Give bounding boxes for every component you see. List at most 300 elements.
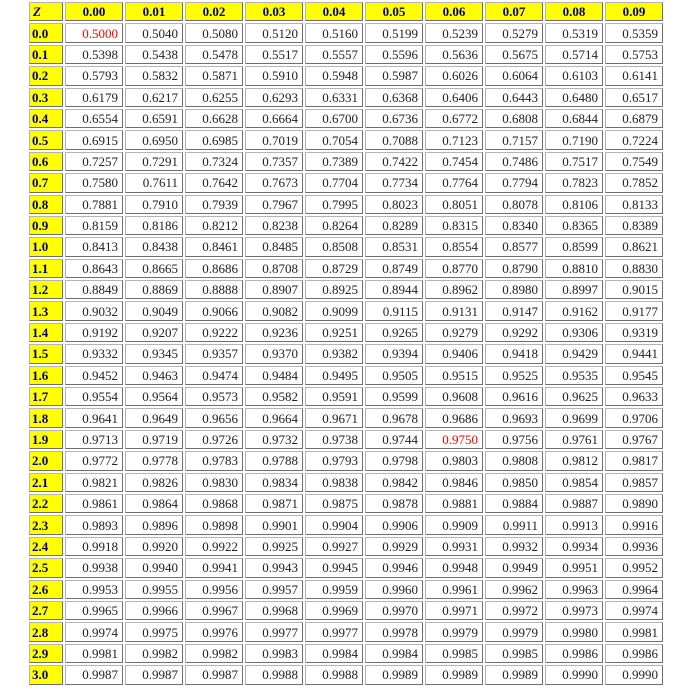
column-header: 0.00 xyxy=(65,2,123,21)
probability-cell: 0.8461 xyxy=(185,237,243,256)
probability-cell: 0.9484 xyxy=(245,366,303,385)
probability-cell: 0.9909 xyxy=(425,515,483,534)
probability-cell: 0.9980 xyxy=(545,622,603,641)
probability-cell: 0.9916 xyxy=(605,515,663,534)
probability-cell: 0.5636 xyxy=(425,45,483,64)
column-header: 0.09 xyxy=(605,2,663,21)
probability-cell: 0.9989 xyxy=(485,665,543,684)
probability-cell: 0.9099 xyxy=(305,301,363,320)
z-corner-header: Z xyxy=(29,2,63,21)
probability-cell: 0.9932 xyxy=(485,537,543,556)
probability-cell: 0.9345 xyxy=(125,344,183,363)
probability-cell: 0.9452 xyxy=(65,366,123,385)
column-header: 0.08 xyxy=(545,2,603,21)
column-header: 0.02 xyxy=(185,2,243,21)
probability-cell: 0.9738 xyxy=(305,430,363,449)
probability-cell: 0.9306 xyxy=(545,323,603,342)
probability-cell: 0.9985 xyxy=(425,644,483,663)
probability-cell: 0.9616 xyxy=(485,387,543,406)
probability-cell: 0.7389 xyxy=(305,152,363,171)
probability-cell: 0.9875 xyxy=(305,494,363,513)
probability-cell: 0.6517 xyxy=(605,88,663,107)
probability-cell: 0.9131 xyxy=(425,301,483,320)
probability-cell: 0.6255 xyxy=(185,88,243,107)
table-row xyxy=(29,387,663,406)
probability-cell: 0.9370 xyxy=(245,344,303,363)
probability-cell: 0.9941 xyxy=(185,558,243,577)
probability-cell: 0.8770 xyxy=(425,259,483,278)
probability-cell: 0.7324 xyxy=(185,152,243,171)
probability-cell: 0.7190 xyxy=(545,130,603,149)
probability-cell: 0.9834 xyxy=(245,473,303,492)
probability-cell: 0.9783 xyxy=(185,451,243,470)
probability-cell: 0.9984 xyxy=(305,644,363,663)
probability-cell: 0.6879 xyxy=(605,109,663,128)
probability-cell: 0.9656 xyxy=(185,408,243,427)
probability-cell: 0.9955 xyxy=(125,580,183,599)
probability-cell: 0.9846 xyxy=(425,473,483,492)
probability-cell: 0.8643 xyxy=(65,259,123,278)
probability-cell: 0.6808 xyxy=(485,109,543,128)
probability-cell: 0.5438 xyxy=(125,45,183,64)
probability-cell: 0.6700 xyxy=(305,109,363,128)
probability-cell: 0.5675 xyxy=(485,45,543,64)
z-score-table xyxy=(27,0,665,687)
probability-cell: 0.8023 xyxy=(365,195,423,214)
table-row xyxy=(29,451,663,470)
probability-cell: 0.9975 xyxy=(125,622,183,641)
probability-cell: 0.9812 xyxy=(545,451,603,470)
probability-cell: 0.9564 xyxy=(125,387,183,406)
probability-cell: 0.9599 xyxy=(365,387,423,406)
probability-cell: 0.6026 xyxy=(425,66,483,85)
table-row xyxy=(29,580,663,599)
probability-cell: 0.9934 xyxy=(545,537,603,556)
z-row-label: 2.1 xyxy=(29,473,63,492)
probability-cell: 0.9972 xyxy=(485,601,543,620)
probability-cell: 0.9864 xyxy=(125,494,183,513)
probability-cell: 0.9515 xyxy=(425,366,483,385)
probability-cell: 0.9671 xyxy=(305,408,363,427)
probability-cell: 0.9147 xyxy=(485,301,543,320)
probability-cell: 0.7794 xyxy=(485,173,543,192)
probability-cell: 0.9985 xyxy=(485,644,543,663)
probability-cell: 0.7357 xyxy=(245,152,303,171)
probability-cell: 0.9961 xyxy=(425,580,483,599)
probability-cell: 0.9987 xyxy=(65,665,123,684)
table-row xyxy=(29,644,663,663)
probability-cell: 0.9082 xyxy=(245,301,303,320)
z-row-label: 0.7 xyxy=(29,173,63,192)
probability-cell: 0.9960 xyxy=(365,580,423,599)
probability-cell: 0.9901 xyxy=(245,515,303,534)
z-row-label: 2.0 xyxy=(29,451,63,470)
probability-cell: 0.7967 xyxy=(245,195,303,214)
probability-cell: 0.6331 xyxy=(305,88,363,107)
probability-cell: 0.9726 xyxy=(185,430,243,449)
probability-cell: 0.8531 xyxy=(365,237,423,256)
probability-cell: 0.8665 xyxy=(125,259,183,278)
table-row xyxy=(29,601,663,620)
probability-cell: 0.8485 xyxy=(245,237,303,256)
probability-cell: 0.9881 xyxy=(425,494,483,513)
probability-cell: 0.9957 xyxy=(245,580,303,599)
probability-cell: 0.9850 xyxy=(485,473,543,492)
probability-cell: 0.9979 xyxy=(485,622,543,641)
z-row-label: 1.8 xyxy=(29,408,63,427)
z-row-label: 0.5 xyxy=(29,130,63,149)
z-row-label: 2.5 xyxy=(29,558,63,577)
probability-cell: 0.9987 xyxy=(185,665,243,684)
probability-cell: 0.9641 xyxy=(65,408,123,427)
probability-cell: 0.9664 xyxy=(245,408,303,427)
table-row xyxy=(29,301,663,320)
table-row xyxy=(29,259,663,278)
probability-cell: 0.9918 xyxy=(65,537,123,556)
probability-cell: 0.9946 xyxy=(365,558,423,577)
probability-cell: 0.7123 xyxy=(425,130,483,149)
table-row xyxy=(29,537,663,556)
column-header: 0.04 xyxy=(305,2,363,21)
probability-cell: 0.9854 xyxy=(545,473,603,492)
probability-cell: 0.7881 xyxy=(65,195,123,214)
probability-cell: 0.9973 xyxy=(545,601,603,620)
probability-cell: 0.8925 xyxy=(305,280,363,299)
probability-cell: 0.8554 xyxy=(425,237,483,256)
table-row xyxy=(29,237,663,256)
probability-cell: 0.9982 xyxy=(185,644,243,663)
probability-cell: 0.9990 xyxy=(605,665,663,684)
probability-cell: 0.9890 xyxy=(605,494,663,513)
probability-cell: 0.8621 xyxy=(605,237,663,256)
probability-cell: 0.9394 xyxy=(365,344,423,363)
z-row-label: 1.1 xyxy=(29,259,63,278)
probability-cell: 0.8944 xyxy=(365,280,423,299)
probability-cell: 0.9821 xyxy=(65,473,123,492)
probability-cell: 0.9982 xyxy=(125,644,183,663)
probability-cell: 0.9966 xyxy=(125,601,183,620)
probability-cell: 0.9713 xyxy=(65,430,123,449)
probability-cell: 0.9922 xyxy=(185,537,243,556)
probability-cell: 0.9418 xyxy=(485,344,543,363)
probability-cell: 0.9441 xyxy=(605,344,663,363)
probability-cell: 0.7823 xyxy=(545,173,603,192)
probability-cell: 0.5080 xyxy=(185,23,243,42)
table-row xyxy=(29,173,663,192)
probability-cell: 0.9719 xyxy=(125,430,183,449)
column-header: 0.01 xyxy=(125,2,183,21)
probability-cell: 0.9974 xyxy=(605,601,663,620)
probability-cell: 0.6915 xyxy=(65,130,123,149)
probability-cell: 0.5517 xyxy=(245,45,303,64)
probability-cell: 0.9977 xyxy=(245,622,303,641)
column-header: 0.06 xyxy=(425,2,483,21)
probability-cell: 0.9896 xyxy=(125,515,183,534)
highlighted-probability-cell: 0.9750 xyxy=(425,430,483,449)
probability-cell: 0.9878 xyxy=(365,494,423,513)
probability-cell: 0.6443 xyxy=(485,88,543,107)
probability-cell: 0.5239 xyxy=(425,23,483,42)
z-row-label: 1.7 xyxy=(29,387,63,406)
probability-cell: 0.9525 xyxy=(485,366,543,385)
probability-cell: 0.9906 xyxy=(365,515,423,534)
probability-cell: 0.8749 xyxy=(365,259,423,278)
probability-cell: 0.9798 xyxy=(365,451,423,470)
probability-cell: 0.8729 xyxy=(305,259,363,278)
probability-cell: 0.9989 xyxy=(425,665,483,684)
probability-cell: 0.7995 xyxy=(305,195,363,214)
z-row-label: 0.9 xyxy=(29,216,63,235)
probability-cell: 0.8830 xyxy=(605,259,663,278)
probability-cell: 0.9162 xyxy=(545,301,603,320)
probability-cell: 0.8849 xyxy=(65,280,123,299)
probability-cell: 0.9429 xyxy=(545,344,603,363)
probability-cell: 0.9649 xyxy=(125,408,183,427)
probability-cell: 0.9983 xyxy=(245,644,303,663)
probability-cell: 0.8133 xyxy=(605,195,663,214)
probability-cell: 0.6844 xyxy=(545,109,603,128)
probability-cell: 0.9971 xyxy=(425,601,483,620)
z-row-label: 1.6 xyxy=(29,366,63,385)
z-row-label: 1.4 xyxy=(29,323,63,342)
probability-cell: 0.9207 xyxy=(125,323,183,342)
z-row-label: 1.2 xyxy=(29,280,63,299)
probability-cell: 0.9986 xyxy=(545,644,603,663)
probability-cell: 0.9962 xyxy=(485,580,543,599)
probability-cell: 0.6064 xyxy=(485,66,543,85)
probability-cell: 0.5557 xyxy=(305,45,363,64)
probability-cell: 0.9838 xyxy=(305,473,363,492)
probability-cell: 0.9857 xyxy=(605,473,663,492)
probability-cell: 0.8389 xyxy=(605,216,663,235)
table-row xyxy=(29,515,663,534)
probability-cell: 0.9357 xyxy=(185,344,243,363)
z-row-label: 2.9 xyxy=(29,644,63,663)
probability-cell: 0.9898 xyxy=(185,515,243,534)
z-row-label: 0.3 xyxy=(29,88,63,107)
probability-cell: 0.9945 xyxy=(305,558,363,577)
probability-cell: 0.9251 xyxy=(305,323,363,342)
probability-cell: 0.9964 xyxy=(605,580,663,599)
probability-cell: 0.9115 xyxy=(365,301,423,320)
probability-cell: 0.8810 xyxy=(545,259,603,278)
probability-cell: 0.5714 xyxy=(545,45,603,64)
probability-cell: 0.9222 xyxy=(185,323,243,342)
probability-cell: 0.9015 xyxy=(605,280,663,299)
probability-cell: 0.9808 xyxy=(485,451,543,470)
probability-cell: 0.7580 xyxy=(65,173,123,192)
z-row-label: 3.0 xyxy=(29,665,63,684)
probability-cell: 0.6772 xyxy=(425,109,483,128)
probability-cell: 0.9979 xyxy=(425,622,483,641)
probability-cell: 0.9633 xyxy=(605,387,663,406)
probability-cell: 0.7764 xyxy=(425,173,483,192)
z-row-label: 0.4 xyxy=(29,109,63,128)
probability-cell: 0.9699 xyxy=(545,408,603,427)
probability-cell: 0.9940 xyxy=(125,558,183,577)
probability-cell: 0.8599 xyxy=(545,237,603,256)
probability-cell: 0.9535 xyxy=(545,366,603,385)
probability-cell: 0.8106 xyxy=(545,195,603,214)
probability-cell: 0.9756 xyxy=(485,430,543,449)
probability-cell: 0.8238 xyxy=(245,216,303,235)
probability-cell: 0.7054 xyxy=(305,130,363,149)
probability-cell: 0.9965 xyxy=(65,601,123,620)
table-row xyxy=(29,195,663,214)
probability-cell: 0.9989 xyxy=(365,665,423,684)
probability-cell: 0.9963 xyxy=(545,580,603,599)
probability-cell: 0.9969 xyxy=(305,601,363,620)
probability-cell: 0.7549 xyxy=(605,152,663,171)
probability-cell: 0.9967 xyxy=(185,601,243,620)
table-row xyxy=(29,366,663,385)
probability-cell: 0.9911 xyxy=(485,515,543,534)
probability-cell: 0.6628 xyxy=(185,109,243,128)
probability-cell: 0.9292 xyxy=(485,323,543,342)
probability-cell: 0.9788 xyxy=(245,451,303,470)
table-row xyxy=(29,665,663,684)
table-row xyxy=(29,216,663,235)
probability-cell: 0.8186 xyxy=(125,216,183,235)
probability-cell: 0.5040 xyxy=(125,23,183,42)
probability-cell: 0.6217 xyxy=(125,88,183,107)
probability-cell: 0.9904 xyxy=(305,515,363,534)
probability-cell: 0.9505 xyxy=(365,366,423,385)
probability-cell: 0.6591 xyxy=(125,109,183,128)
probability-cell: 0.9970 xyxy=(365,601,423,620)
probability-cell: 0.9976 xyxy=(185,622,243,641)
probability-cell: 0.5398 xyxy=(65,45,123,64)
probability-cell: 0.9871 xyxy=(245,494,303,513)
z-row-label: 0.0 xyxy=(29,23,63,42)
probability-cell: 0.8686 xyxy=(185,259,243,278)
probability-cell: 0.9474 xyxy=(185,366,243,385)
probability-cell: 0.9988 xyxy=(305,665,363,684)
z-row-label: 0.8 xyxy=(29,195,63,214)
probability-cell: 0.5753 xyxy=(605,45,663,64)
probability-cell: 0.9943 xyxy=(245,558,303,577)
probability-cell: 0.9929 xyxy=(365,537,423,556)
probability-cell: 0.9177 xyxy=(605,301,663,320)
table-row xyxy=(29,408,663,427)
probability-cell: 0.9678 xyxy=(365,408,423,427)
probability-cell: 0.9826 xyxy=(125,473,183,492)
z-row-label: 0.1 xyxy=(29,45,63,64)
probability-cell: 0.9554 xyxy=(65,387,123,406)
probability-cell: 0.6664 xyxy=(245,109,303,128)
probability-cell: 0.9265 xyxy=(365,323,423,342)
probability-cell: 0.9591 xyxy=(305,387,363,406)
probability-cell: 0.9978 xyxy=(365,622,423,641)
probability-cell: 0.9732 xyxy=(245,430,303,449)
probability-cell: 0.7852 xyxy=(605,173,663,192)
probability-cell: 0.6950 xyxy=(125,130,183,149)
probability-cell: 0.9868 xyxy=(185,494,243,513)
probability-cell: 0.7517 xyxy=(545,152,603,171)
table-row xyxy=(29,558,663,577)
probability-cell: 0.5199 xyxy=(365,23,423,42)
probability-cell: 0.9803 xyxy=(425,451,483,470)
header-row xyxy=(29,2,663,21)
probability-cell: 0.7642 xyxy=(185,173,243,192)
probability-cell: 0.9778 xyxy=(125,451,183,470)
column-header: 0.07 xyxy=(485,2,543,21)
probability-cell: 0.9952 xyxy=(605,558,663,577)
z-row-label: 2.3 xyxy=(29,515,63,534)
probability-cell: 0.7019 xyxy=(245,130,303,149)
probability-cell: 0.9049 xyxy=(125,301,183,320)
table-row xyxy=(29,130,663,149)
probability-cell: 0.9279 xyxy=(425,323,483,342)
probability-cell: 0.9981 xyxy=(65,644,123,663)
probability-cell: 0.7422 xyxy=(365,152,423,171)
probability-cell: 0.8790 xyxy=(485,259,543,278)
table-row xyxy=(29,45,663,64)
probability-cell: 0.9192 xyxy=(65,323,123,342)
probability-cell: 0.9319 xyxy=(605,323,663,342)
z-row-label: 1.3 xyxy=(29,301,63,320)
probability-cell: 0.8997 xyxy=(545,280,603,299)
probability-cell: 0.9920 xyxy=(125,537,183,556)
probability-cell: 0.9332 xyxy=(65,344,123,363)
probability-cell: 0.5359 xyxy=(605,23,663,42)
probability-cell: 0.9761 xyxy=(545,430,603,449)
probability-cell: 0.9977 xyxy=(305,622,363,641)
table-row xyxy=(29,430,663,449)
probability-cell: 0.7486 xyxy=(485,152,543,171)
probability-cell: 0.5120 xyxy=(245,23,303,42)
probability-cell: 0.9987 xyxy=(125,665,183,684)
probability-cell: 0.9545 xyxy=(605,366,663,385)
probability-cell: 0.8289 xyxy=(365,216,423,235)
probability-cell: 0.9582 xyxy=(245,387,303,406)
z-row-label: 1.9 xyxy=(29,430,63,449)
probability-cell: 0.9608 xyxy=(425,387,483,406)
probability-cell: 0.6179 xyxy=(65,88,123,107)
probability-cell: 0.9744 xyxy=(365,430,423,449)
probability-cell: 0.8577 xyxy=(485,237,543,256)
probability-cell: 0.9913 xyxy=(545,515,603,534)
probability-cell: 0.5596 xyxy=(365,45,423,64)
z-row-label: 2.7 xyxy=(29,601,63,620)
z-row-label: 1.5 xyxy=(29,344,63,363)
table-row xyxy=(29,66,663,85)
probability-cell: 0.9949 xyxy=(485,558,543,577)
z-row-label: 2.4 xyxy=(29,537,63,556)
table-row xyxy=(29,344,663,363)
probability-cell: 0.9974 xyxy=(65,622,123,641)
table-row xyxy=(29,152,663,171)
probability-cell: 0.6406 xyxy=(425,88,483,107)
probability-cell: 0.9893 xyxy=(65,515,123,534)
probability-cell: 0.9573 xyxy=(185,387,243,406)
probability-cell: 0.5160 xyxy=(305,23,363,42)
probability-cell: 0.7224 xyxy=(605,130,663,149)
probability-cell: 0.9925 xyxy=(245,537,303,556)
probability-cell: 0.9066 xyxy=(185,301,243,320)
probability-cell: 0.5793 xyxy=(65,66,123,85)
probability-cell: 0.9495 xyxy=(305,366,363,385)
probability-cell: 0.7291 xyxy=(125,152,183,171)
z-row-label: 0.6 xyxy=(29,152,63,171)
probability-cell: 0.7157 xyxy=(485,130,543,149)
probability-cell: 0.6141 xyxy=(605,66,663,85)
probability-cell: 0.8438 xyxy=(125,237,183,256)
probability-cell: 0.8980 xyxy=(485,280,543,299)
probability-cell: 0.7611 xyxy=(125,173,183,192)
table-row xyxy=(29,280,663,299)
column-header: 0.05 xyxy=(365,2,423,21)
